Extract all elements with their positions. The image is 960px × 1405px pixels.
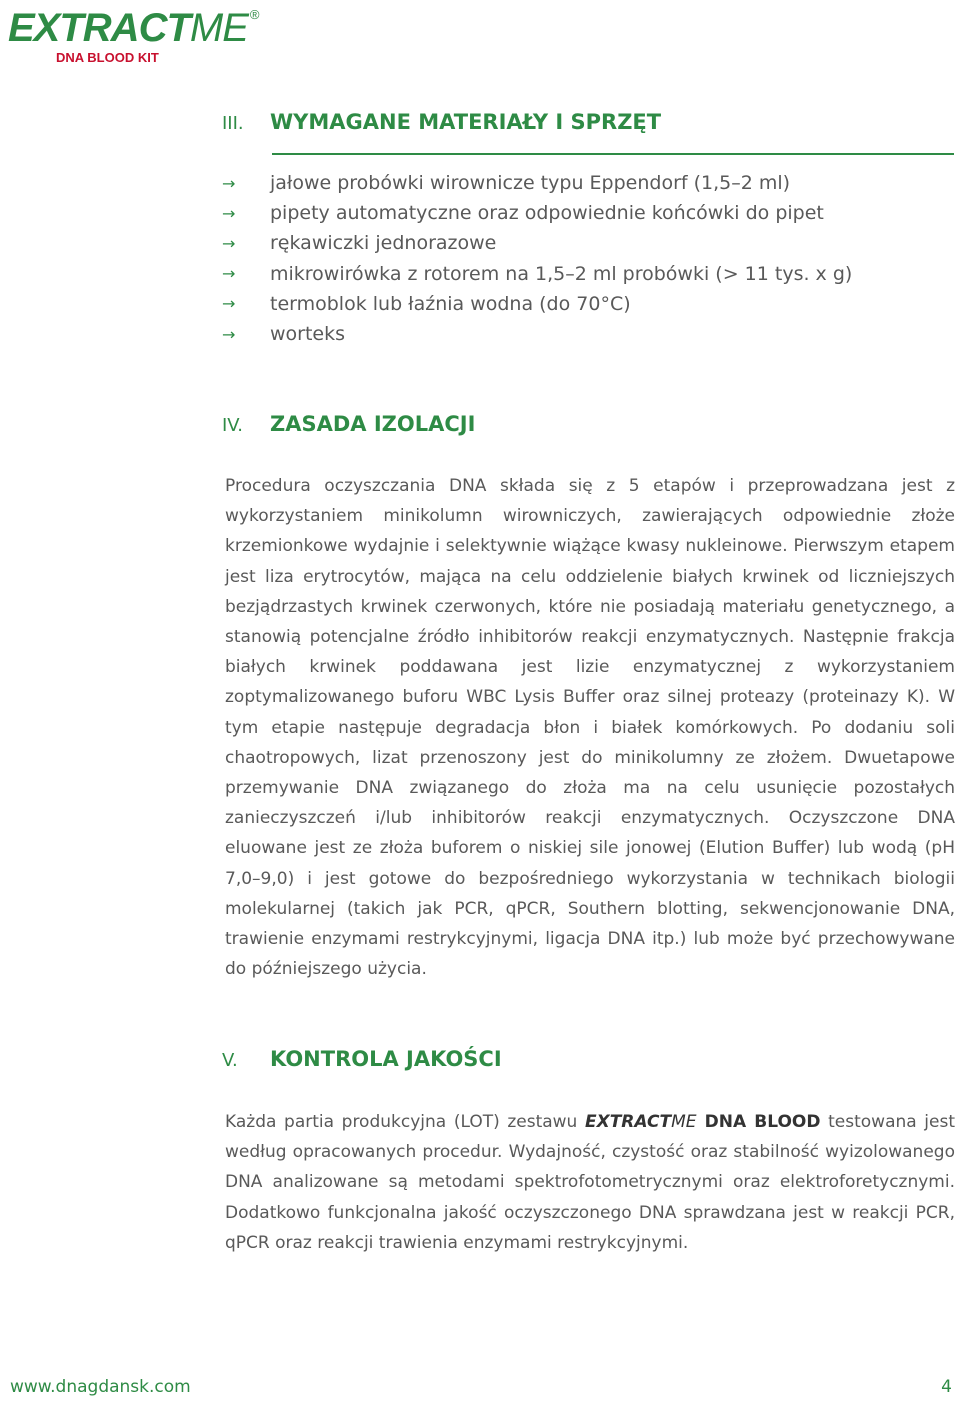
list-item-text: rękawiczki jednorazowe: [270, 232, 497, 255]
section-3-heading: [222, 110, 661, 134]
list-item-text: jałowe probówki wirownicze typu Eppendorf (1,5–2 ml): [270, 172, 791, 195]
list-item: [222, 198, 852, 228]
list-item: [222, 168, 852, 198]
arrow-icon: →: [222, 233, 236, 253]
list-item: [222, 289, 852, 319]
materials-list: [222, 168, 852, 349]
section-3-title: WYMAGANE MATERIAŁY I SPRZĘT: [270, 110, 662, 134]
brand-logo: [8, 8, 258, 65]
arrow-icon: →: [222, 264, 236, 284]
footer-url[interactable]: www.dnagdansk.com: [10, 1377, 191, 1397]
section-4-number: IV.: [222, 415, 244, 436]
quality-control-paragraph: [225, 1107, 955, 1258]
qc-brand-caps: DNA BLOOD: [696, 1112, 821, 1132]
section-5-heading: [222, 1047, 502, 1071]
logo-brand-light: ME: [189, 6, 248, 50]
qc-brand-bold: EXTRACT: [584, 1112, 672, 1132]
qc-brand-light: ME: [671, 1112, 697, 1132]
list-item-text: pipety automatyczne oraz odpowiednie końcówki do pipet: [270, 202, 824, 225]
isolation-principle-paragraph: Procedura oczyszczania DNA składa się z 5 etapów i przeprowadzana jest z wykorzystaniem minikolumn wirowniczych, zawierających odpowiednie złoże krzemionkowe wydajnie i selektywnie wiążące kwasy nukleinowe. Pierwszym etapem jest liza erytrocytów, mająca na celu oddzielenie białych krwinek od liczniejszych bezjądrzastych krwinek czerwonych, które nie posiadają materiału genetycznego, a stanowią potencjalne źródło inhibitorów reakcji enzymatycznych. Następnie frakcja białych krwinek poddawana jest lizie enzymatycznej z wykorzystaniem zoptymalizowanego buforu WBC Lysis Buffer oraz silnej proteazy (proteinazy K). W tym etapie następuje degradacja błon i białek komórkowych. Po dodaniu soli chaotropowych, lizat przenoszony jest do minikolumny ze złożem. Dwuetapowe przemywanie DNA związanego do złoża ma na celu usunięcie pozostałych zanieczyszczeń i/lub inhibitorów reakcji enzymatycznych. Oczyszczone DNA eluowane jest ze złoża buforem o niskiej sile jonowej (Elution Buffer) lub wodą (pH 7,0–9,0) i jest gotowe do bezpośredniego wykorzystania w technikach biologii molekularnej (takich jak PCR, qPCR, Southern blotting, sekwencjonowanie DNA, trawienie enzymami restrykcyjnymi, ligacja DNA itp.) lub może być przechowywane do późniejszego użycia.: [225, 476, 955, 980]
section-5-number: V.: [222, 1050, 238, 1071]
list-item: [222, 228, 852, 258]
arrow-icon: →: [222, 203, 236, 223]
logo-brand-bold: EXTRACT: [8, 6, 190, 50]
section-4-heading: [222, 412, 475, 436]
section-4-title: ZASADA IZOLACJI: [270, 412, 476, 436]
qc-text-before: Każda partia produkcyjna (LOT) zestawu: [225, 1112, 585, 1132]
list-item-text: worteks: [270, 323, 346, 346]
arrow-icon: →: [222, 173, 236, 193]
section-5-title: KONTROLA JAKOŚCI: [270, 1047, 502, 1071]
list-item: [222, 319, 852, 349]
arrow-icon: →: [222, 294, 236, 314]
arrow-icon: →: [222, 324, 236, 344]
qc-text-after: testowana jest według opracowanych procedur. Wydajność, czystość oraz stabilność wyizolowanego DNA analizowane są metodami spektrofotometrycznymi oraz elektroforetycznymi. Dodatkowo funkcjonalna jakość oczyszczonego DNA sprawdzana jest w reakcji PCR, qPCR oraz reakcji trawienia enzymami restrykcyjnymi.: [225, 1112, 956, 1253]
logo-subtitle: DNA BLOOD KIT: [56, 50, 159, 65]
logo-wordmark: [8, 8, 258, 48]
registered-mark: ®: [249, 7, 259, 22]
page-number: 4: [941, 1377, 952, 1397]
list-item-text: mikrowirówka z rotorem na 1,5–2 ml probówki (> 11 tys. x g): [270, 262, 853, 285]
section-divider: [272, 153, 954, 155]
list-item-text: termoblok lub łaźnia wodna (do 70°C): [270, 292, 631, 315]
list-item: [222, 259, 852, 289]
section-3-number: III.: [222, 113, 244, 134]
